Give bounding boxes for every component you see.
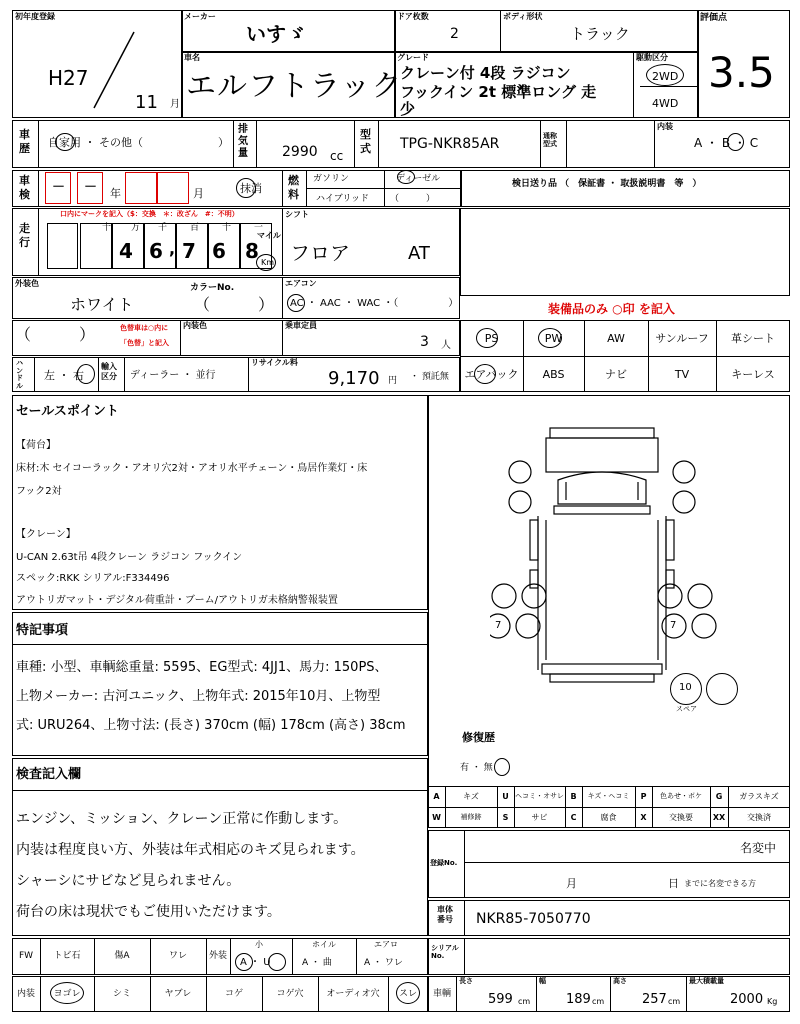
fuel-label: 燃料 — [288, 174, 299, 202]
legend-code: S — [502, 812, 509, 822]
body-label: ボディ形状 — [503, 12, 543, 21]
disp-label: 排気量 — [238, 124, 248, 159]
km-label: Km — [261, 258, 275, 267]
legend-desc: 腐食 — [600, 812, 617, 822]
handle-right-circle — [77, 364, 95, 384]
ps-circle — [476, 328, 498, 348]
legend-code: C — [570, 812, 577, 822]
model-code: TPG-NKR85AR — [400, 136, 500, 152]
capacity-label: 乗車定員 — [285, 321, 317, 330]
sure-circle — [396, 982, 420, 1004]
sales-line: 床材:木 セイコーラック・アオリ穴2対・アオリ水平チェーン・鳥居作業灯・床 — [16, 463, 368, 474]
repair-label: 修復歴 — [462, 731, 495, 744]
red-note-2: 「色替」と記入 — [120, 339, 169, 347]
odo-comma: , — [169, 239, 176, 258]
era-year: H27 — [48, 66, 89, 90]
tire-label-right: 7 — [670, 620, 677, 631]
drive-2wd-circle — [646, 64, 684, 86]
legend-desc: 補修跡 — [460, 813, 482, 821]
yen-unit: 円 — [388, 376, 398, 386]
legend-desc: キズ — [463, 791, 479, 801]
legend-code: G — [715, 791, 723, 801]
spare-tire-2 — [706, 673, 738, 705]
cm-unit: cm — [668, 997, 681, 1006]
shaken-box-3[interactable] — [125, 172, 157, 204]
length-value: 599 — [488, 992, 513, 1007]
km-circle — [256, 254, 276, 271]
aero-label: エアロ — [374, 940, 398, 949]
sales-line: スペック:RKK シリアル:F334496 — [16, 573, 170, 584]
displacement: 2990 — [282, 144, 318, 160]
reg-month: 11 — [135, 92, 158, 113]
grade-label: グレード — [397, 53, 429, 62]
reg-month-label: 月 — [566, 877, 577, 890]
odo-digit-box-0[interactable] — [47, 223, 78, 269]
legend-code: X — [640, 812, 647, 822]
yogore-circle — [50, 982, 84, 1004]
interior-label: 内装 — [657, 122, 673, 131]
sales-line: 【クレーン】 — [16, 529, 76, 540]
tobiishi-label: トビ石 — [53, 951, 81, 961]
height-label: 高さ — [613, 977, 627, 985]
color-no-label: カラーNo. — [190, 283, 235, 293]
repair-value: 有 ・ 無 — [460, 763, 493, 773]
handle-lr: 左 ・ 右 — [44, 369, 84, 382]
gaiso-a-circle — [235, 953, 253, 971]
equip-tv: TV — [674, 367, 690, 381]
height-value: 257 — [642, 992, 667, 1007]
length-label: 長さ — [459, 977, 473, 985]
odo-digit-3: 7 — [182, 239, 196, 263]
red-note-1: 色替車は○内に — [120, 324, 169, 332]
repair-none-circle — [494, 758, 510, 776]
equip-keyless: キーレス — [731, 367, 775, 381]
inspect-line: 内装は程度良い方、外装は年式相応のキズ見られます。 — [16, 842, 365, 858]
car-name-label: 車名 — [184, 53, 200, 62]
legend-code: P — [640, 791, 647, 801]
ac-circle — [287, 294, 305, 312]
month-unit: 月 — [170, 99, 180, 110]
odo-digit-1: 4 — [119, 239, 133, 263]
legend-desc: サビ — [531, 812, 548, 822]
airbag-circle — [474, 364, 496, 384]
unit-ju: 十 — [102, 223, 112, 233]
width-label: 幅 — [539, 977, 546, 985]
legend-desc: 交換要 — [669, 812, 693, 822]
unit-ju2: 十 — [222, 223, 232, 233]
equip-leather: 革シート — [731, 331, 775, 345]
year-unit: 年 — [110, 187, 121, 200]
legend-desc: 交換済 — [747, 812, 771, 822]
cm-unit: cm — [518, 997, 531, 1006]
reg-no-label: 登録No. — [430, 859, 458, 867]
odo-label: 走行 — [19, 222, 30, 250]
legend-code: A — [433, 791, 440, 801]
month-unit-2: 月 — [193, 187, 204, 200]
sales-line: アウトリガマット・デジタル荷重計・ブーム/アウトリガ未格納警報装置 — [16, 595, 338, 606]
drive-2wd: 2WD — [652, 70, 679, 83]
legend-desc: ガラスキズ — [739, 791, 779, 801]
item-koge: コゲ — [224, 988, 243, 999]
wheel-options: A ・ 曲 — [302, 958, 332, 968]
equip-title: 装備品のみ ○印 を記入 — [548, 302, 675, 316]
reg-day-label: 日 — [668, 877, 679, 890]
legend-code: U — [502, 791, 509, 801]
sharyo-label: 車輌 — [432, 988, 451, 999]
fuel-hybrid: ハイブリッド — [316, 194, 370, 204]
fuel-diesel: ディーゼル — [396, 174, 441, 184]
legend-desc: 色あせ・ボケ — [660, 792, 702, 800]
spare-num: 10 — [679, 682, 692, 693]
inspect-title: 検査記入欄 — [16, 767, 82, 782]
serial-section — [428, 938, 790, 975]
gaiso-u-circle — [268, 953, 286, 971]
kg-unit: Kg — [767, 997, 778, 1006]
capacity-unit: 人 — [441, 340, 451, 351]
unit-ichi: 一 — [254, 223, 264, 233]
item-yabure: ヤブレ — [164, 988, 192, 999]
car-name: エルフトラック — [186, 69, 403, 104]
int-color-label: 内装色 — [183, 321, 207, 330]
interior-grades: A ・ B ・ C — [694, 136, 759, 150]
history-text: 自家用 ・ その他（ — [48, 136, 143, 149]
equip-pw: PW — [544, 331, 563, 345]
unit-hyaku: 百 — [190, 223, 200, 233]
deposit-none: ・ 預託無 — [410, 372, 449, 382]
equip-sunroof: サンルーフ — [655, 331, 709, 345]
unit-sen: 千 — [158, 223, 168, 233]
interior-b-circle — [727, 133, 744, 151]
unit-man: 万 — [131, 223, 141, 233]
capacity-value: 3 — [420, 334, 429, 350]
drive-4wd: 4WD — [652, 97, 679, 110]
tire-label-left: 7 — [495, 620, 502, 631]
import-opts: ディーラー ・ 並行 — [130, 370, 216, 381]
legend-code: XX — [712, 812, 726, 822]
chassis-number: NKR85-7050770 — [476, 911, 591, 927]
maker-value: いすゞ — [246, 22, 306, 46]
hybrid-paren: （ ） — [390, 194, 436, 204]
gaiso-label: 外装 — [208, 951, 227, 961]
sales-line: フック2対 — [16, 486, 62, 497]
maxload-value: 2000 — [730, 992, 764, 1007]
equip-navi: ナビ — [605, 367, 627, 381]
odo-digit-5: 8 — [245, 239, 259, 263]
color-no-paren: （ ） — [194, 295, 275, 314]
score-label: 評価点 — [700, 13, 728, 23]
sales-line: 【荷台】 — [16, 440, 56, 451]
naiso-label: 内装 — [16, 988, 35, 999]
equip-abs: ABS — [542, 367, 565, 381]
docs-area — [460, 208, 790, 296]
inspect-line: 荷台の床は現状でもご使用いただけます。 — [16, 904, 281, 920]
equip-ps: PS — [484, 331, 499, 345]
item-shimi: シミ — [112, 988, 131, 999]
kizu-a-label: 傷A — [114, 951, 130, 961]
special-title: 特記事項 — [16, 623, 69, 638]
item-audio-hole: オーディオ穴 — [326, 988, 380, 999]
grade-line-2: フックイン 2t 標準ロング 走 — [400, 83, 597, 101]
recycle-label: リサイクル料 — [251, 358, 298, 367]
dash-1: － — [52, 180, 66, 195]
ext-color-label: 外装色 — [15, 279, 39, 288]
sho-label: 小 — [255, 940, 263, 949]
ac-label: エアコン — [285, 279, 317, 288]
first-reg-label: 初年度登録 — [15, 12, 55, 21]
grade-line-3: 少 — [400, 100, 416, 118]
wheel-label: ホイル — [312, 940, 336, 949]
odo-digit-4: 6 — [212, 239, 226, 263]
equip-aw: AW — [607, 331, 625, 345]
ac-options: AC ・ AAC ・ WAC ・（ ） — [290, 298, 459, 309]
item-yogore: ヨゴレ — [53, 988, 81, 999]
sales-line: U-CAN 2.63t吊 4段クレーン ラジコン フックイン — [16, 552, 243, 563]
chassis-label: 車体番号 — [437, 905, 453, 924]
special-line: 車種: 小型、車輌総重量: 5595、EG型式: 4JJ1、馬力: 150PS、 — [16, 660, 388, 675]
sales-title: セールスポイント — [16, 404, 119, 419]
cc-unit: cc — [330, 149, 344, 163]
shaken-label: 車検 — [19, 174, 30, 202]
special-line: 式: URU264、上物寸法: (長さ) 370cm (幅) 178cm (高さ) 38cm — [16, 718, 406, 733]
expired-circle — [236, 178, 256, 198]
doors-value: 2 — [450, 26, 459, 42]
handle-label: ハンドル — [16, 359, 23, 391]
dash-2: － — [84, 180, 98, 195]
transmission: AT — [408, 243, 430, 264]
odo-digit-2: 6 — [149, 239, 163, 263]
expired-text: 抹消 — [240, 182, 262, 195]
cm-unit: cm — [592, 997, 605, 1006]
shift-value: フロア — [290, 241, 350, 265]
docs-text: 検日送り品 （ 保証書 ・ 取扱説明書 等 ） — [512, 179, 702, 189]
legend-code: W — [432, 812, 441, 822]
aero-options: A ・ ワレ — [364, 958, 403, 968]
inspect-line: エンジン、ミッション、クレーン正常に作動します。 — [16, 811, 348, 827]
item-koge-ana: コゲ穴 — [276, 988, 304, 999]
diesel-circle — [397, 170, 415, 184]
ware-label: ワレ — [168, 951, 187, 961]
score-value: 3.5 — [708, 48, 775, 97]
inspect-line: シャーシにサビなど見られません。 — [16, 873, 241, 889]
item-sure: スレ — [398, 988, 417, 999]
width-value: 189 — [566, 992, 591, 1007]
legend-code: B — [570, 791, 577, 801]
pw-circle — [538, 328, 562, 348]
shift-label: シフト — [285, 210, 309, 219]
int-color-paren: （ ） — [15, 325, 96, 344]
legend-desc: キズ・ヘコミ — [587, 792, 630, 800]
own-use-circle — [55, 133, 75, 151]
history-label: 車歴 — [19, 128, 30, 156]
fw-label: FW — [18, 951, 34, 961]
ext-color: ホワイト — [70, 295, 134, 314]
legend-desc: ヘコミ・オサレ — [515, 792, 564, 800]
maxload-label: 最大積載量 — [689, 977, 724, 985]
mile-label: マイル — [257, 231, 281, 240]
recycle-value: 9,170 — [328, 368, 380, 389]
import-label: 輸入区分 — [101, 362, 117, 382]
drive-label: 駆動区分 — [636, 53, 668, 62]
special-section — [12, 612, 428, 756]
history-close: ） — [218, 136, 229, 149]
grade-line-1: クレーン付 4段 ラジコン — [400, 64, 571, 82]
name-change: 名変中 — [740, 841, 777, 855]
body-value: トラック — [570, 25, 630, 43]
odo-note: 口内にマークを記入（$：交換 ＊：改ざん #：不明） — [60, 210, 239, 218]
doors-label: ドア枚数 — [397, 12, 429, 21]
spare-label: スペア — [676, 705, 697, 713]
day-note: までに名変できる方 — [684, 879, 756, 888]
maker-label: メーカー — [184, 12, 216, 21]
a-u-options: A ・ U — [240, 957, 271, 968]
common-model-label: 通称型式 — [543, 132, 557, 149]
equip-airbag: エアバック — [464, 367, 519, 381]
fuel-gas: ガソリン — [313, 174, 350, 184]
model-label: 型式 — [360, 128, 371, 156]
shaken-box-4[interactable] — [157, 172, 189, 204]
slash-line — [90, 30, 140, 110]
serial-label: シリアルNo. — [431, 944, 459, 961]
special-line: 上物メーカー: 古河ユニック、上物年式: 2015年10月、上物型 — [16, 689, 381, 704]
